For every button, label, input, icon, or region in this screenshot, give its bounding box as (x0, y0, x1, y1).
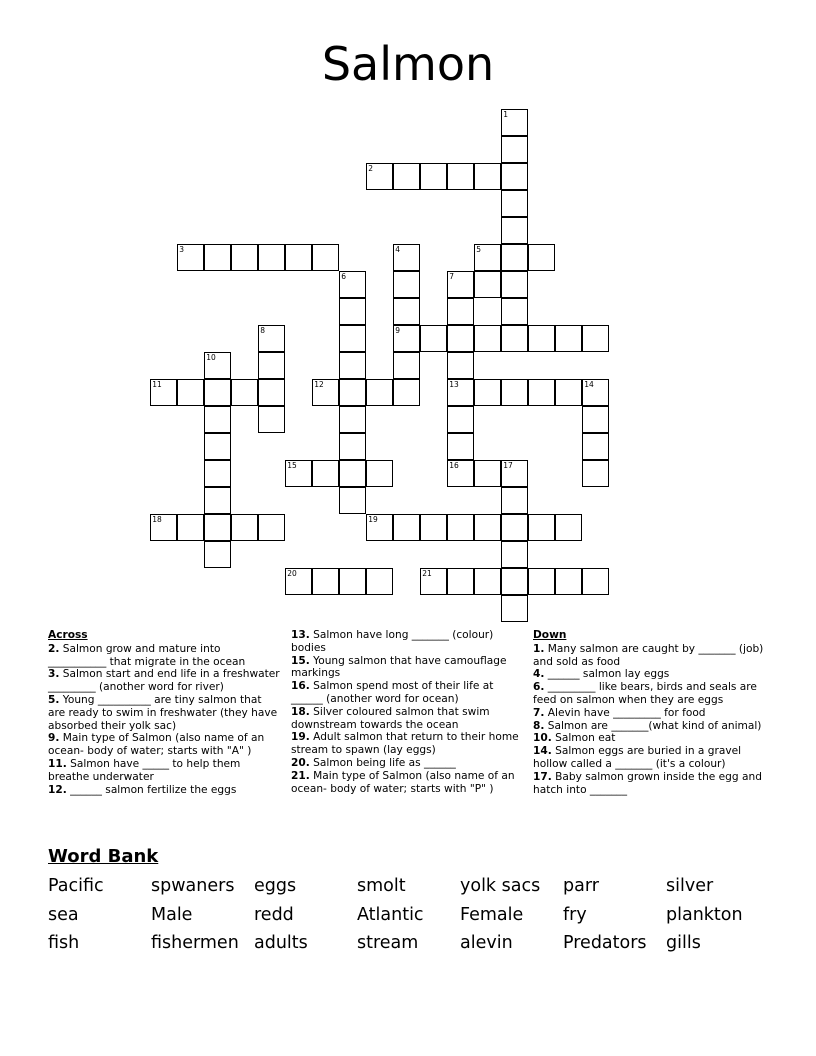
grid-cell[interactable] (366, 568, 393, 595)
clue-item (291, 731, 523, 757)
clue-text: Young salmon that have camouflage markings (291, 654, 507, 680)
word-bank-title: Word Bank (48, 846, 159, 867)
word-bank-row (48, 929, 769, 958)
across-clues (48, 629, 280, 796)
grid-cell[interactable] (447, 568, 474, 595)
grid-cell[interactable] (339, 325, 366, 352)
grid-cell[interactable] (258, 379, 285, 406)
grid-cell[interactable] (204, 406, 231, 433)
grid-cell[interactable] (393, 325, 420, 352)
clue-number: 19. (291, 731, 310, 744)
clue-number: 7. (533, 706, 545, 719)
word-bank-word: eggs (254, 876, 297, 896)
clue-item (533, 720, 765, 733)
cell-number: 8 (260, 326, 266, 336)
clue-item (291, 757, 523, 770)
word-bank (48, 872, 769, 958)
cell-number: 7 (449, 272, 455, 282)
clue-number: 20. (291, 756, 310, 769)
clue-number: 14. (533, 745, 552, 758)
clue-text: Adult salmon that return to their home stream to spawn (lay eggs) (291, 731, 519, 757)
grid-cell[interactable] (582, 406, 609, 433)
grid-cell[interactable] (150, 379, 177, 406)
grid-cell[interactable] (339, 352, 366, 379)
grid-cell[interactable] (231, 244, 258, 271)
word-bank-word: yolk sacs (460, 876, 541, 896)
grid-cell[interactable] (285, 568, 312, 595)
grid-cell[interactable] (528, 325, 555, 352)
cell-number: 6 (341, 272, 347, 282)
clue-item (533, 707, 765, 720)
grid-cell[interactable] (366, 379, 393, 406)
cell-number: 2 (368, 164, 374, 174)
grid-cell[interactable] (204, 379, 231, 406)
grid-cell[interactable] (447, 379, 474, 406)
word-bank-word: stream (357, 933, 419, 953)
cell-number: 14 (584, 380, 594, 390)
clue-text: Salmon have long _______ (colour) bodies (291, 629, 494, 654)
clue-item (48, 758, 280, 784)
cell-number: 18 (152, 515, 162, 525)
grid-cell[interactable] (204, 460, 231, 487)
grid-cell[interactable] (393, 379, 420, 406)
grid-cell[interactable] (501, 298, 528, 325)
grid-cell[interactable] (393, 244, 420, 271)
clue-number: 21. (291, 769, 310, 782)
clue-number: 10. (533, 732, 552, 745)
grid-cell[interactable] (501, 514, 528, 541)
grid-cell[interactable] (339, 460, 366, 487)
grid-cell[interactable] (501, 244, 528, 271)
grid-cell[interactable] (420, 514, 447, 541)
grid-cell[interactable] (501, 460, 528, 487)
clue-text: _________ like bears, birds and seals are feed on salmon when they are eggs (533, 681, 757, 706)
clue-number: 5. (48, 693, 60, 706)
clue-text: Main type of Salmon (also name of an ocean- body of water; starts with "A" ) (48, 732, 265, 758)
clue-item (291, 655, 523, 681)
grid-cell[interactable] (501, 136, 528, 163)
word-bank-word: parr (563, 876, 599, 896)
grid-cell[interactable] (501, 109, 528, 136)
clue-text: ______ salmon lay eggs (544, 668, 670, 681)
grid-cell[interactable] (582, 460, 609, 487)
across-heading: Across (48, 629, 88, 641)
cell-number: 4 (395, 245, 401, 255)
clue-item (291, 770, 523, 796)
word-bank-word: fishermen (151, 933, 239, 953)
clue-number: 16. (291, 680, 310, 693)
clue-item (291, 680, 523, 706)
grid-cell[interactable] (555, 568, 582, 595)
grid-cell[interactable] (528, 514, 555, 541)
word-bank-word: plankton (666, 904, 743, 925)
grid-cell[interactable] (312, 244, 339, 271)
cell-number: 17 (503, 461, 513, 471)
cell-number: 11 (152, 380, 162, 390)
grid-cell[interactable] (393, 163, 420, 190)
grid-cell[interactable] (501, 163, 528, 190)
clue-item (533, 732, 765, 745)
grid-cell[interactable] (312, 568, 339, 595)
grid-cell[interactable] (204, 514, 231, 541)
grid-cell[interactable] (285, 244, 312, 271)
grid-cell[interactable] (366, 514, 393, 541)
word-bank-word: Male (151, 904, 193, 925)
clue-number: 3. (48, 668, 60, 681)
clue-item (48, 668, 280, 694)
clue-item (533, 643, 765, 669)
word-bank-word: Predators (563, 933, 647, 953)
cell-number: 12 (314, 380, 324, 390)
clue-text: Salmon eat (551, 732, 616, 745)
word-bank-word: redd (254, 904, 294, 925)
grid-cell[interactable] (474, 325, 501, 352)
cell-number: 5 (476, 245, 482, 255)
grid-cell[interactable] (447, 406, 474, 433)
word-bank-word: gills (666, 933, 701, 953)
cell-number: 16 (449, 461, 459, 471)
grid-cell[interactable] (501, 325, 528, 352)
down-clues (533, 629, 765, 796)
across-clues-continued (291, 629, 523, 795)
grid-cell[interactable] (555, 325, 582, 352)
clue-text: Silver coloured salmon that swim downstream towards the ocean (291, 705, 490, 731)
clue-text: Many salmon are caught by _______ (job) and sold as food (533, 642, 764, 668)
word-bank-word: smolt (357, 876, 406, 896)
grid-cell[interactable] (339, 568, 366, 595)
cell-number: 21 (422, 569, 432, 579)
clue-item (533, 668, 765, 681)
clue-text: Alevin have _________ for food (544, 706, 706, 719)
grid-cell[interactable] (177, 379, 204, 406)
cell-number: 19 (368, 515, 378, 525)
clue-text: Salmon grow and mature into ___________ that migrate in the ocean (48, 642, 246, 668)
clue-number: 6. (533, 681, 545, 694)
word-bank-word: Female (460, 904, 524, 925)
clue-item (48, 694, 280, 732)
grid-cell[interactable] (474, 568, 501, 595)
grid-cell[interactable] (204, 541, 231, 568)
grid-cell[interactable] (150, 514, 177, 541)
clue-item (533, 745, 765, 771)
clue-text: Salmon spend most of their life at ______ (another word for ocean) (291, 680, 494, 705)
grid-cell[interactable] (231, 379, 258, 406)
clue-text: ______ salmon fertilize the eggs (66, 783, 237, 796)
grid-cell[interactable] (339, 406, 366, 433)
word-bank-row (48, 872, 769, 901)
clue-item (48, 643, 280, 669)
cell-number: 3 (179, 245, 185, 255)
grid-cell[interactable] (420, 163, 447, 190)
grid-cell[interactable] (258, 406, 285, 433)
word-bank-word: adults (254, 933, 308, 953)
grid-cell[interactable] (258, 514, 285, 541)
grid-cell[interactable] (474, 244, 501, 271)
grid-cell[interactable] (501, 379, 528, 406)
clue-number: 11. (48, 757, 67, 770)
cell-number: 10 (206, 353, 216, 363)
clue-text: Salmon start and end life in a freshwater _________ (another word for river) (48, 668, 280, 694)
grid-cell[interactable] (501, 541, 528, 568)
grid-cell[interactable] (204, 244, 231, 271)
clue-text: Baby salmon grown inside the egg and hatch into _______ (533, 770, 762, 796)
grid-cell[interactable] (474, 271, 501, 298)
clue-number: 2. (48, 642, 60, 655)
grid-cell[interactable] (474, 514, 501, 541)
grid-cell[interactable] (285, 460, 312, 487)
clue-number: 13. (291, 629, 310, 641)
grid-cell[interactable] (366, 163, 393, 190)
clue-text: Main type of Salmon (also name of an ocean- body of water; starts with "P" ) (291, 769, 515, 795)
cell-number: 20 (287, 569, 297, 579)
grid-cell[interactable] (177, 514, 204, 541)
word-bank-row (48, 901, 769, 930)
clue-text: Salmon have _____ to help them breathe underwater (48, 757, 241, 783)
puzzle-title: Salmon (321, 37, 495, 91)
word-bank-word: Pacific (48, 876, 104, 896)
grid-cell[interactable] (339, 271, 366, 298)
grid-cell[interactable] (393, 352, 420, 379)
word-bank-word: fry (563, 904, 587, 925)
grid-cell[interactable] (501, 595, 528, 622)
grid-cell[interactable] (582, 433, 609, 460)
clue-number: 17. (533, 770, 552, 783)
grid-cell[interactable] (258, 325, 285, 352)
word-bank-word: alevin (460, 933, 513, 953)
grid-cell[interactable] (339, 379, 366, 406)
word-bank-word: sea (48, 904, 79, 925)
clue-item (291, 629, 523, 655)
down-heading: Down (533, 629, 567, 641)
grid-cell[interactable] (204, 433, 231, 460)
clue-item (48, 732, 280, 758)
clue-item (533, 681, 765, 707)
grid-cell[interactable] (258, 352, 285, 379)
cell-number: 1 (503, 110, 509, 120)
clue-number: 4. (533, 668, 545, 681)
grid-cell[interactable] (393, 298, 420, 325)
grid-cell[interactable] (339, 433, 366, 460)
grid-cell[interactable] (501, 568, 528, 595)
clue-text: Young __________ are tiny salmon that are ready to swim in freshwater (they have absorbed their yolk sac) (48, 693, 278, 732)
clue-number: 9. (48, 732, 60, 745)
clue-number: 15. (291, 654, 310, 667)
grid-cell[interactable] (177, 244, 204, 271)
clue-number: 12. (48, 783, 67, 796)
cell-number: 15 (287, 461, 297, 471)
grid-cell[interactable] (528, 568, 555, 595)
grid-cell[interactable] (528, 379, 555, 406)
grid-cell[interactable] (474, 460, 501, 487)
clue-number: 18. (291, 705, 310, 718)
grid-cell[interactable] (339, 298, 366, 325)
clue-text: Salmon eggs are buried in a gravel hollow called a _______ (it's a colour) (533, 745, 742, 770)
grid-cell[interactable] (501, 190, 528, 217)
grid-cell[interactable] (447, 298, 474, 325)
word-bank-word: silver (666, 876, 714, 896)
grid-cell[interactable] (447, 460, 474, 487)
grid-cell[interactable] (312, 460, 339, 487)
grid-cell[interactable] (474, 163, 501, 190)
clue-number: 1. (533, 642, 545, 655)
grid-cell[interactable] (555, 379, 582, 406)
grid-cell[interactable] (555, 514, 582, 541)
grid-cell[interactable] (204, 487, 231, 514)
grid-cell[interactable] (501, 487, 528, 514)
word-bank-word: Atlantic (357, 904, 424, 925)
clue-text: Salmon are _______(what kind of animal) (544, 719, 762, 732)
word-bank-word: fish (48, 933, 80, 953)
grid-cell[interactable] (366, 460, 393, 487)
grid-cell[interactable] (312, 379, 339, 406)
grid-cell[interactable] (393, 271, 420, 298)
clue-text: Salmon being life as ______ (309, 756, 456, 769)
grid-cell[interactable] (528, 244, 555, 271)
grid-cell[interactable] (339, 487, 366, 514)
grid-cell[interactable] (447, 433, 474, 460)
clue-item (48, 784, 280, 797)
grid-cell[interactable] (204, 352, 231, 379)
cell-number: 9 (395, 326, 401, 336)
clue-item (291, 706, 523, 732)
grid-cell[interactable] (501, 271, 528, 298)
grid-cell[interactable] (420, 568, 447, 595)
grid-cell[interactable] (582, 325, 609, 352)
grid-cell[interactable] (447, 271, 474, 298)
grid-cell[interactable] (447, 163, 474, 190)
grid-cell[interactable] (582, 379, 609, 406)
grid-cell[interactable] (447, 325, 474, 352)
grid-cell[interactable] (420, 325, 447, 352)
clue-item (533, 771, 765, 797)
grid-cell[interactable] (582, 568, 609, 595)
grid-cell[interactable] (474, 379, 501, 406)
grid-cell[interactable] (231, 514, 258, 541)
grid-cell[interactable] (447, 514, 474, 541)
grid-cell[interactable] (258, 244, 285, 271)
cell-number: 13 (449, 380, 459, 390)
grid-cell[interactable] (501, 217, 528, 244)
grid-cell[interactable] (447, 352, 474, 379)
clue-number: 8. (533, 719, 545, 732)
word-bank-word: spwaners (151, 876, 235, 896)
grid-cell[interactable] (393, 514, 420, 541)
